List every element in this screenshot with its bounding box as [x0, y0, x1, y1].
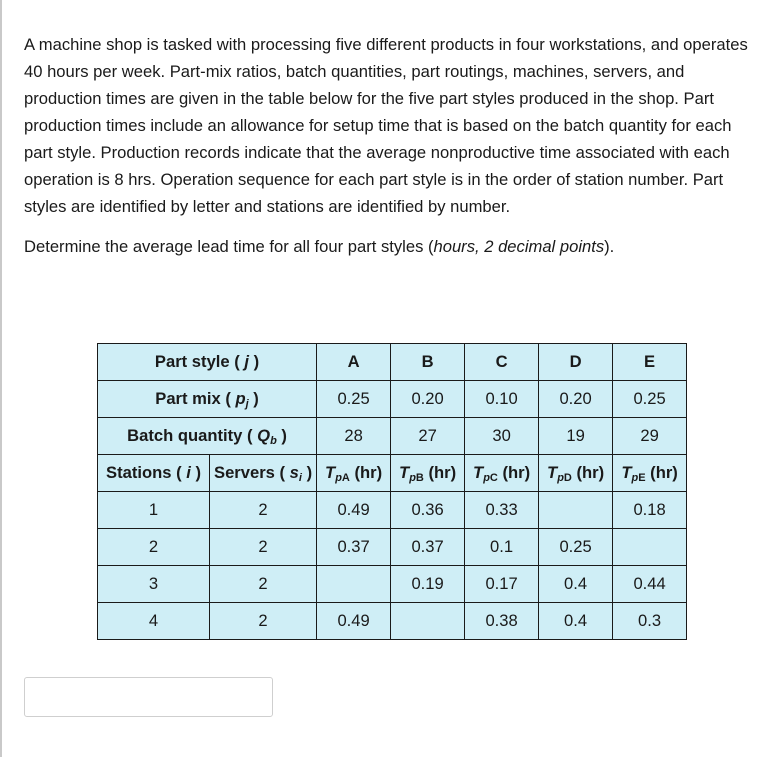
batch-quantity-row	[98, 418, 687, 455]
servers-cell: 2	[210, 529, 317, 566]
time-header-e: $T_{pE}$ (hr)	[613, 455, 687, 492]
part-mix-cell: 0.20	[391, 381, 465, 418]
column-header-row	[98, 455, 687, 492]
prompt-emphasis: hours, 2 decimal points	[433, 237, 605, 256]
servers-cell: 2	[210, 566, 317, 603]
part-style-label: Part style ( j )	[98, 344, 317, 381]
time-cell: 0.18	[613, 492, 687, 529]
prompt-close: ).	[604, 237, 615, 256]
answer-input[interactable]	[24, 677, 273, 717]
station-cell: 1	[98, 492, 210, 529]
batch-quantity-cell: 27	[391, 418, 465, 455]
style-cell: A	[317, 344, 391, 381]
time-cell: 0.37	[317, 529, 391, 566]
time-cell: 0.33	[465, 492, 539, 529]
time-cell	[539, 492, 613, 529]
time-cell	[317, 566, 391, 603]
time-cell: 0.38	[465, 603, 539, 640]
time-cell: 0.1	[465, 529, 539, 566]
style-cell: E	[613, 344, 687, 381]
part-mix-cell: 0.20	[539, 381, 613, 418]
time-header-b: $T_{pB}$ (hr)	[391, 455, 465, 492]
station-row	[98, 603, 687, 640]
time-cell: 0.4	[539, 603, 613, 640]
time-header-d: $T_{pD}$ (hr)	[539, 455, 613, 492]
style-cell: B	[391, 344, 465, 381]
time-cell	[613, 529, 687, 566]
left-border	[0, 0, 2, 757]
time-cell: 0.44	[613, 566, 687, 603]
batch-quantity-cell: 29	[613, 418, 687, 455]
time-cell: 0.3	[613, 603, 687, 640]
servers-header: Servers ( $s_i$ )	[210, 455, 317, 492]
batch-quantity-cell: 19	[539, 418, 613, 455]
time-header-a: $T_{pA}$ (hr)	[317, 455, 391, 492]
time-cell: 0.4	[539, 566, 613, 603]
style-cell: C	[465, 344, 539, 381]
part-mix-label: Part mix ( $p_j$ )	[98, 381, 317, 418]
station-cell: 4	[98, 603, 210, 640]
station-row	[98, 529, 687, 566]
time-cell: 0.49	[317, 492, 391, 529]
batch-quantity-cell: 30	[465, 418, 539, 455]
part-style-row	[98, 344, 687, 381]
stations-header: Stations ( i )	[98, 455, 210, 492]
production-data-table	[97, 343, 687, 640]
part-mix-cell: 0.25	[317, 381, 391, 418]
time-header-c: $T_{pC}$ (hr)	[465, 455, 539, 492]
part-mix-cell: 0.25	[613, 381, 687, 418]
prompt-text: Determine the average lead time for all four part styles (	[24, 237, 434, 256]
servers-cell: 2	[210, 492, 317, 529]
question-paragraph: A machine shop is tasked with processing five different products in four workstations, and operates 40 hours per week. Part-mix ratios, batch quantities, part routings, machines, servers, and production times are given in the table below for the five part styles produced in the shop. Part production times include an allowance for setup time that is based on the batch quantity for each part style. Production records indicate that the average nonproductive time associated with each operation is 8 hrs. Operation sequence for each part style is in the order of station number. Part styles are identified by letter and stations are identified by number.	[24, 35, 748, 216]
station-row	[98, 492, 687, 529]
style-cell: D	[539, 344, 613, 381]
station-cell: 2	[98, 529, 210, 566]
part-mix-row	[98, 381, 687, 418]
time-cell	[391, 603, 465, 640]
part-mix-cell: 0.10	[465, 381, 539, 418]
station-row	[98, 566, 687, 603]
station-cell: 3	[98, 566, 210, 603]
question-prompt	[24, 233, 754, 260]
time-cell: 0.49	[317, 603, 391, 640]
time-cell: 0.19	[391, 566, 465, 603]
question-text	[24, 31, 754, 260]
time-cell: 0.25	[539, 529, 613, 566]
time-cell: 0.17	[465, 566, 539, 603]
time-cell: 0.36	[391, 492, 465, 529]
batch-quantity-cell: 28	[317, 418, 391, 455]
servers-cell: 2	[210, 603, 317, 640]
batch-quantity-label: Batch quantity ( $Q_b$ )	[98, 418, 317, 455]
time-cell: 0.37	[391, 529, 465, 566]
